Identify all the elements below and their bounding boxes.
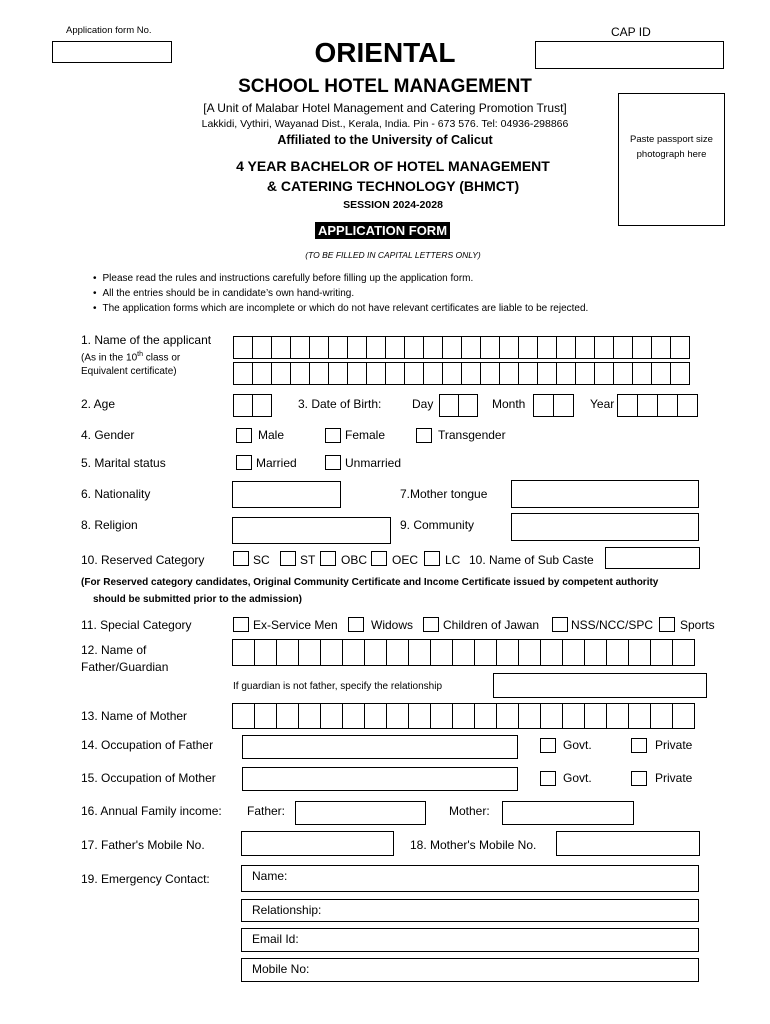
char-cell[interactable]: [458, 394, 478, 417]
name-cells-row-1[interactable]: [233, 336, 690, 359]
char-cell[interactable]: [499, 336, 519, 359]
char-cell[interactable]: [556, 362, 576, 385]
affiliation: Affiliated to the University of Calicut: [277, 133, 493, 147]
char-cell[interactable]: [430, 703, 453, 729]
char-cell[interactable]: [461, 336, 481, 359]
emergency-relationship-field[interactable]: [241, 899, 699, 922]
income-mother-label: Mother:: [449, 804, 490, 818]
char-cell[interactable]: [233, 362, 253, 385]
instructions-list: [93, 271, 588, 316]
occupation-father-govt-checkbox[interactable]: [540, 738, 556, 753]
photo-instruction: Paste passport size photograph here: [630, 134, 713, 160]
char-cell[interactable]: [628, 703, 651, 729]
char-cell[interactable]: [364, 703, 387, 729]
emergency-email-label: Email Id:: [252, 932, 299, 946]
char-cell[interactable]: [232, 703, 255, 729]
char-cell[interactable]: [474, 639, 497, 666]
char-cell[interactable]: [677, 394, 698, 417]
special-sports-checkbox[interactable]: [659, 617, 675, 632]
father-name-label: 12. Name of: [81, 643, 147, 657]
nationality-field[interactable]: [232, 481, 341, 508]
char-cell[interactable]: [670, 336, 690, 359]
char-cell[interactable]: [366, 336, 386, 359]
char-cell[interactable]: [617, 394, 638, 417]
char-cell[interactable]: [408, 703, 431, 729]
char-cell[interactable]: [562, 639, 585, 666]
institution-name: ORIENTAL: [314, 37, 456, 68]
char-cell[interactable]: [657, 394, 678, 417]
gender-transgender-label: Transgender: [438, 428, 506, 442]
char-cell[interactable]: [233, 394, 253, 417]
special-ex-service-checkbox[interactable]: [233, 617, 249, 632]
char-cell[interactable]: [496, 703, 519, 729]
mother-mobile-label: 18. Mother's Mobile No.: [410, 838, 537, 852]
income-mother-field[interactable]: [502, 801, 634, 825]
income-father-label: Father:: [247, 804, 286, 818]
char-cell[interactable]: [271, 336, 291, 359]
char-cell[interactable]: [594, 336, 614, 359]
char-cell[interactable]: [404, 362, 424, 385]
char-cell[interactable]: [309, 362, 329, 385]
char-cell[interactable]: [276, 639, 299, 666]
char-cell[interactable]: [298, 703, 321, 729]
char-cell[interactable]: [328, 336, 348, 359]
emergency-name-field[interactable]: [241, 865, 699, 892]
char-cell[interactable]: [553, 394, 574, 417]
father-name-cells[interactable]: [232, 639, 695, 666]
char-cell[interactable]: [672, 703, 695, 729]
char-cell[interactable]: [632, 336, 652, 359]
instruction-item: • The application forms which are incomplete or which do not have relevant certificates are liable to be rejected.: [93, 301, 588, 316]
day-label: Day: [412, 397, 434, 411]
course-line-1: 4 YEAR BACHELOR OF HOTEL MANAGEMENT: [236, 158, 550, 174]
char-cell[interactable]: [309, 336, 329, 359]
special-nss-checkbox[interactable]: [552, 617, 568, 632]
mother-name-cells[interactable]: [232, 703, 695, 729]
income-father-field[interactable]: [295, 801, 426, 825]
char-cell[interactable]: [537, 362, 557, 385]
char-cell[interactable]: [650, 703, 673, 729]
char-cell[interactable]: [290, 336, 310, 359]
age-label: 2. Age: [81, 397, 116, 411]
char-cell[interactable]: [670, 362, 690, 385]
occupation-mother-govt-label: Govt.: [563, 771, 592, 785]
char-cell[interactable]: [276, 703, 299, 729]
char-cell[interactable]: [252, 336, 272, 359]
char-cell[interactable]: [474, 703, 497, 729]
char-cell[interactable]: [298, 639, 321, 666]
char-cell[interactable]: [606, 639, 629, 666]
dob-label: 3. Date of Birth:: [298, 397, 382, 411]
marital-label: 5. Marital status: [81, 456, 166, 470]
special-widows-label: Widows: [371, 618, 414, 632]
instruction-item: • All the entries should be in candidate’s own hand-writing.: [93, 286, 588, 301]
occupation-father-private-checkbox[interactable]: [631, 738, 647, 753]
special-jawan-label: Children of Jawan: [443, 618, 540, 632]
marital-unmarried-label: Unmarried: [345, 456, 402, 470]
reserved-oec-checkbox[interactable]: [371, 551, 387, 566]
char-cell[interactable]: [518, 362, 538, 385]
char-cell[interactable]: [254, 639, 277, 666]
char-cell[interactable]: [632, 362, 652, 385]
session: SESSION 2024-2028: [343, 199, 443, 211]
char-cell[interactable]: [408, 639, 431, 666]
char-cell[interactable]: [386, 639, 409, 666]
char-cell[interactable]: [233, 336, 253, 359]
reserved-note-line-2: should be submitted prior to the admission): [93, 594, 302, 605]
cap-id-label: CAP ID: [611, 25, 651, 39]
char-cell[interactable]: [342, 639, 365, 666]
occupation-father-field[interactable]: [242, 735, 518, 759]
char-cell[interactable]: [366, 362, 386, 385]
emergency-email-field[interactable]: [241, 928, 699, 952]
occupation-father-govt-label: Govt.: [563, 738, 592, 752]
char-cell[interactable]: [328, 362, 348, 385]
school-name: SCHOOL HOTEL MANAGEMENT: [238, 76, 532, 97]
char-cell[interactable]: [480, 362, 500, 385]
char-cell[interactable]: [672, 639, 695, 666]
char-cell[interactable]: [254, 703, 277, 729]
gender-transgender-checkbox[interactable]: [416, 428, 432, 443]
occupation-mother-private-checkbox[interactable]: [631, 771, 647, 786]
char-cell[interactable]: [518, 639, 541, 666]
marital-married-label: Married: [256, 456, 297, 470]
char-cell[interactable]: [347, 362, 367, 385]
char-cell[interactable]: [518, 703, 541, 729]
guardian-relationship-label: If guardian is not father, specify the relationship: [233, 681, 443, 692]
mother-tongue-label: 7.Mother tongue: [400, 487, 488, 501]
char-cell[interactable]: [651, 362, 671, 385]
reserved-obc-label: OBC: [341, 553, 368, 567]
guardian-relationship-field[interactable]: [493, 673, 707, 698]
char-cell[interactable]: [584, 639, 607, 666]
char-cell[interactable]: [347, 336, 367, 359]
year-cells[interactable]: [617, 394, 698, 417]
char-cell[interactable]: [499, 362, 519, 385]
month-label: Month: [492, 397, 526, 411]
special-category-label: 11. Special Category: [81, 618, 192, 632]
reserved-sc-label: SC: [253, 553, 270, 567]
occupation-mother-field[interactable]: [242, 767, 518, 791]
special-ex-service-label: Ex-Service Men: [253, 618, 338, 632]
name-note: (As in the 10th class or: [81, 351, 181, 364]
char-cell[interactable]: [423, 336, 443, 359]
reserved-st-checkbox[interactable]: [280, 551, 296, 566]
occupation-mother-govt-checkbox[interactable]: [540, 771, 556, 786]
char-cell[interactable]: [364, 639, 387, 666]
special-nss-label: NSS/NCC/SPC: [571, 618, 654, 632]
char-cell[interactable]: [461, 362, 481, 385]
gender-female-label: Female: [345, 428, 386, 442]
gender-label: 4. Gender: [81, 428, 135, 442]
char-cell[interactable]: [637, 394, 658, 417]
char-cell[interactable]: [452, 703, 475, 729]
reserved-st-label: ST: [300, 553, 316, 567]
application-form-no-label: Application form No.: [66, 25, 152, 36]
char-cell[interactable]: [613, 336, 633, 359]
emergency-name-label: Name:: [252, 869, 288, 883]
char-cell[interactable]: [540, 703, 563, 729]
char-cell[interactable]: [562, 703, 585, 729]
char-cell[interactable]: [540, 639, 563, 666]
reserved-lc-checkbox[interactable]: [424, 551, 440, 566]
father-mobile-label: 17. Father's Mobile No.: [81, 838, 205, 852]
year-label: Year: [590, 397, 615, 411]
emergency-mobile-label: Mobile No:: [252, 962, 310, 976]
emergency-contact-label: 19. Emergency Contact:: [81, 872, 210, 886]
capital-letters-note: (TO BE FILLED IN CAPITAL LETTERS ONLY): [305, 250, 481, 260]
char-cell[interactable]: [404, 336, 424, 359]
special-widows-checkbox[interactable]: [348, 617, 364, 632]
age-cells[interactable]: [233, 394, 272, 417]
char-cell[interactable]: [537, 336, 557, 359]
char-cell[interactable]: [628, 639, 651, 666]
reserved-oec-label: OEC: [392, 553, 419, 567]
form-title: APPLICATION FORM: [315, 222, 450, 239]
course-line-2: & CATERING TECHNOLOGY (BHMCT): [266, 178, 520, 194]
religion-field[interactable]: [232, 517, 391, 544]
annual-income-label: 16. Annual Family income:: [81, 804, 222, 818]
char-cell[interactable]: [518, 336, 538, 359]
gender-male-label: Male: [258, 428, 285, 442]
emergency-mobile-field[interactable]: [241, 958, 699, 982]
occupation-father-label: 14. Occupation of Father: [81, 738, 214, 752]
sub-caste-label: 10. Name of Sub Caste: [469, 553, 594, 567]
emergency-relationship-label: Relationship:: [252, 903, 322, 917]
char-cell[interactable]: [320, 639, 343, 666]
char-cell[interactable]: [480, 336, 500, 359]
char-cell[interactable]: [575, 362, 595, 385]
gender-female-checkbox[interactable]: [325, 428, 341, 443]
community-field[interactable]: [511, 513, 699, 541]
char-cell[interactable]: [320, 703, 343, 729]
char-cell[interactable]: [252, 362, 272, 385]
mother-name-label: 13. Name of Mother: [81, 709, 188, 723]
reserved-category-label: 10. Reserved Category: [81, 553, 205, 567]
char-cell[interactable]: [594, 362, 614, 385]
occupation-mother-private-label: Private: [655, 771, 693, 785]
char-cell[interactable]: [342, 703, 365, 729]
char-cell[interactable]: [385, 336, 405, 359]
reserved-note-line-1: (For Reserved category candidates, Original Community Certificate and Income Certificate issued by competent authority: [81, 577, 659, 588]
char-cell[interactable]: [575, 336, 595, 359]
char-cell[interactable]: [442, 336, 462, 359]
char-cell[interactable]: [232, 639, 255, 666]
occupation-mother-label: 15. Occupation of Mother: [81, 771, 216, 785]
photo-box[interactable]: [618, 93, 725, 226]
special-sports-label: Sports: [680, 618, 715, 632]
char-cell[interactable]: [430, 639, 453, 666]
father-name-label-2: Father/Guardian: [81, 660, 169, 674]
char-cell[interactable]: [584, 703, 607, 729]
char-cell[interactable]: [385, 362, 405, 385]
char-cell[interactable]: [252, 394, 272, 417]
marital-unmarried-checkbox[interactable]: [325, 455, 341, 470]
occupation-father-private-label: Private: [655, 738, 693, 752]
name-note-2: Equivalent certificate): [81, 366, 177, 377]
char-cell[interactable]: [290, 362, 310, 385]
instruction-item: • Please read the rules and instructions carefully before filling up the application form.: [93, 271, 588, 286]
father-mobile-field[interactable]: [241, 831, 394, 856]
sub-caste-field[interactable]: [605, 547, 700, 569]
name-cells-row-2[interactable]: [233, 362, 690, 385]
month-cells[interactable]: [533, 394, 574, 417]
unit-line: [A Unit of Malabar Hotel Management and Catering Promotion Trust]: [203, 101, 567, 115]
char-cell[interactable]: [439, 394, 459, 417]
reserved-sc-checkbox[interactable]: [233, 551, 249, 566]
reserved-obc-checkbox[interactable]: [320, 551, 336, 566]
gender-male-checkbox[interactable]: [236, 428, 252, 443]
marital-married-checkbox[interactable]: [236, 455, 252, 470]
religion-label: 8. Religion: [81, 518, 138, 532]
char-cell[interactable]: [496, 639, 519, 666]
char-cell[interactable]: [442, 362, 462, 385]
special-jawan-checkbox[interactable]: [423, 617, 439, 632]
char-cell[interactable]: [606, 703, 629, 729]
char-cell[interactable]: [386, 703, 409, 729]
char-cell[interactable]: [271, 362, 291, 385]
address: Lakkidi, Vythiri, Wayanad Dist., Kerala, India. Pin - 673 576. Tel: 04936-298866: [201, 118, 569, 130]
char-cell[interactable]: [556, 336, 576, 359]
char-cell[interactable]: [423, 362, 443, 385]
day-cells[interactable]: [439, 394, 478, 417]
nationality-label: 6. Nationality: [81, 487, 151, 501]
char-cell[interactable]: [613, 362, 633, 385]
char-cell[interactable]: [533, 394, 554, 417]
mother-tongue-field[interactable]: [511, 480, 699, 508]
char-cell[interactable]: [651, 336, 671, 359]
char-cell[interactable]: [650, 639, 673, 666]
mother-mobile-field[interactable]: [556, 831, 700, 856]
char-cell[interactable]: [452, 639, 475, 666]
community-label: 9. Community: [400, 518, 475, 532]
reserved-lc-label: LC: [445, 553, 461, 567]
name-label: 1. Name of the applicant: [81, 333, 212, 347]
